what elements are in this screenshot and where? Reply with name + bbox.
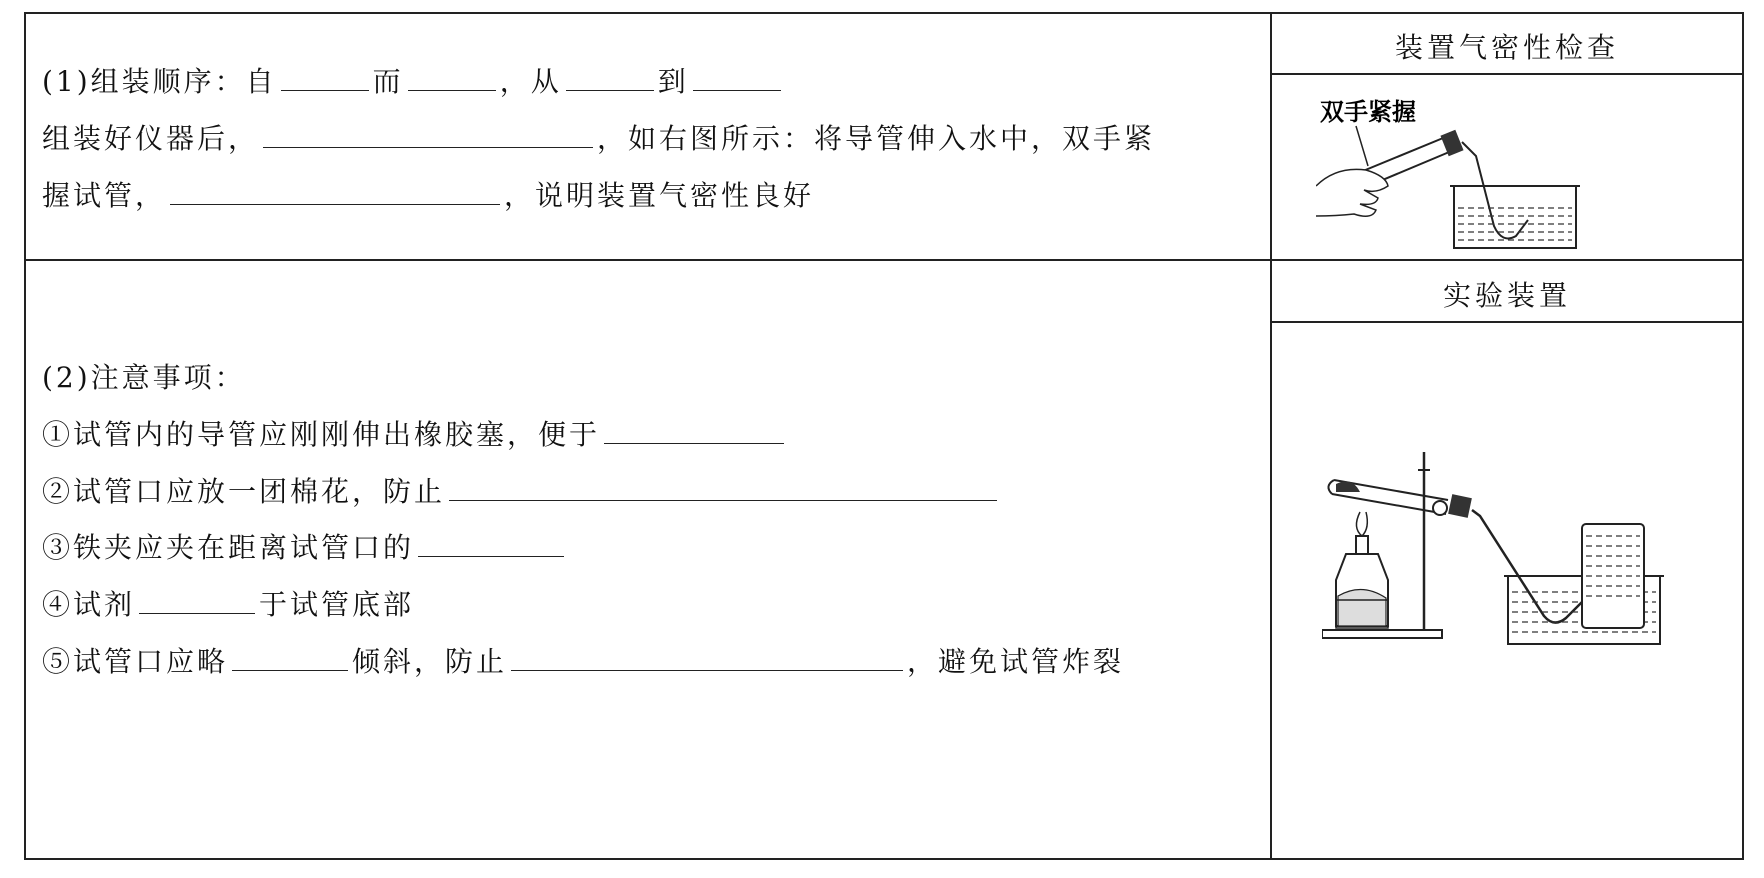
assembly-order-mid1: 而: [372, 65, 404, 98]
blank-note-5b[interactable]: [511, 644, 903, 671]
figure-label-grip: 双手紧握: [1320, 98, 1416, 126]
airtight-line-3-prefix: 握试管，: [42, 179, 167, 212]
gas-jar-icon: [1582, 524, 1644, 628]
blank-and[interactable]: [408, 64, 496, 91]
blank-note-1[interactable]: [604, 417, 784, 444]
header-airtightness-check: 装置气密性检查: [1394, 31, 1619, 64]
airtight-line-3-suffix: ，说明装置气密性良好: [504, 179, 815, 212]
note-item-1: [42, 417, 788, 452]
header-divider-bottom: [1270, 321, 1742, 323]
assembly-order-mid2: ，从: [499, 65, 562, 98]
note-2-text: ②试管口应放一团棉花，防止: [42, 475, 446, 508]
note-item-4: [42, 587, 414, 622]
blank-note-3[interactable]: [418, 530, 564, 557]
hand-icon: [1316, 169, 1388, 216]
airtight-line-2-suffix: ，如右图所示：将导管伸入水中，双手紧: [597, 122, 1156, 155]
blank-from2[interactable]: [566, 64, 654, 91]
blank-note-2[interactable]: [449, 474, 997, 501]
note-5-mid: 倾斜，防止: [352, 645, 508, 678]
airtightness-figure: [1316, 86, 1606, 251]
beaker-icon: [1450, 186, 1580, 248]
note-4-suffix: 于试管底部: [259, 588, 415, 621]
airtight-line-2-prefix: 组装好仪器后，: [42, 122, 260, 155]
delivery-tube-icon-2: [1472, 510, 1586, 623]
note-4-text: ④试剂: [42, 588, 136, 621]
alcohol-lamp-icon: [1336, 512, 1388, 628]
blank-from[interactable]: [281, 64, 369, 91]
blank-airtight-step[interactable]: [263, 121, 593, 148]
note-item-3: [42, 530, 568, 565]
header-divider-top: [1270, 73, 1742, 75]
header-experiment-apparatus: 实验装置: [1442, 279, 1571, 312]
apparatus-figure: [1322, 452, 1732, 648]
blank-note-5a[interactable]: [232, 644, 348, 671]
note-5-suffix: ，避免试管炸裂: [907, 645, 1125, 678]
blank-note-4[interactable]: [139, 587, 255, 614]
assembly-order-prefix: (1)组装顺序：自: [42, 65, 277, 98]
note-1-text: ①试管内的导管应刚刚伸出橡胶塞，便于: [42, 418, 601, 451]
assembly-order-mid3: 到: [657, 65, 689, 98]
assembly-order-line: [42, 64, 785, 99]
note-item-5: [42, 644, 1124, 679]
table-frame: [24, 12, 1744, 860]
blank-to[interactable]: [693, 64, 781, 91]
notes-title: (2)注意事项：: [42, 361, 246, 394]
airtight-line-2: [42, 121, 1155, 156]
note-item-2: [42, 474, 1001, 509]
note-3-text: ③铁夹应夹在距离试管口的: [42, 531, 415, 564]
row-divider: [26, 259, 1742, 261]
airtight-line-3: [42, 178, 814, 213]
blank-airtight-result[interactable]: [170, 178, 500, 205]
heated-test-tube-icon: [1328, 480, 1471, 518]
note-5-text: ⑤试管口应略: [42, 645, 229, 678]
column-divider: [1270, 14, 1272, 858]
